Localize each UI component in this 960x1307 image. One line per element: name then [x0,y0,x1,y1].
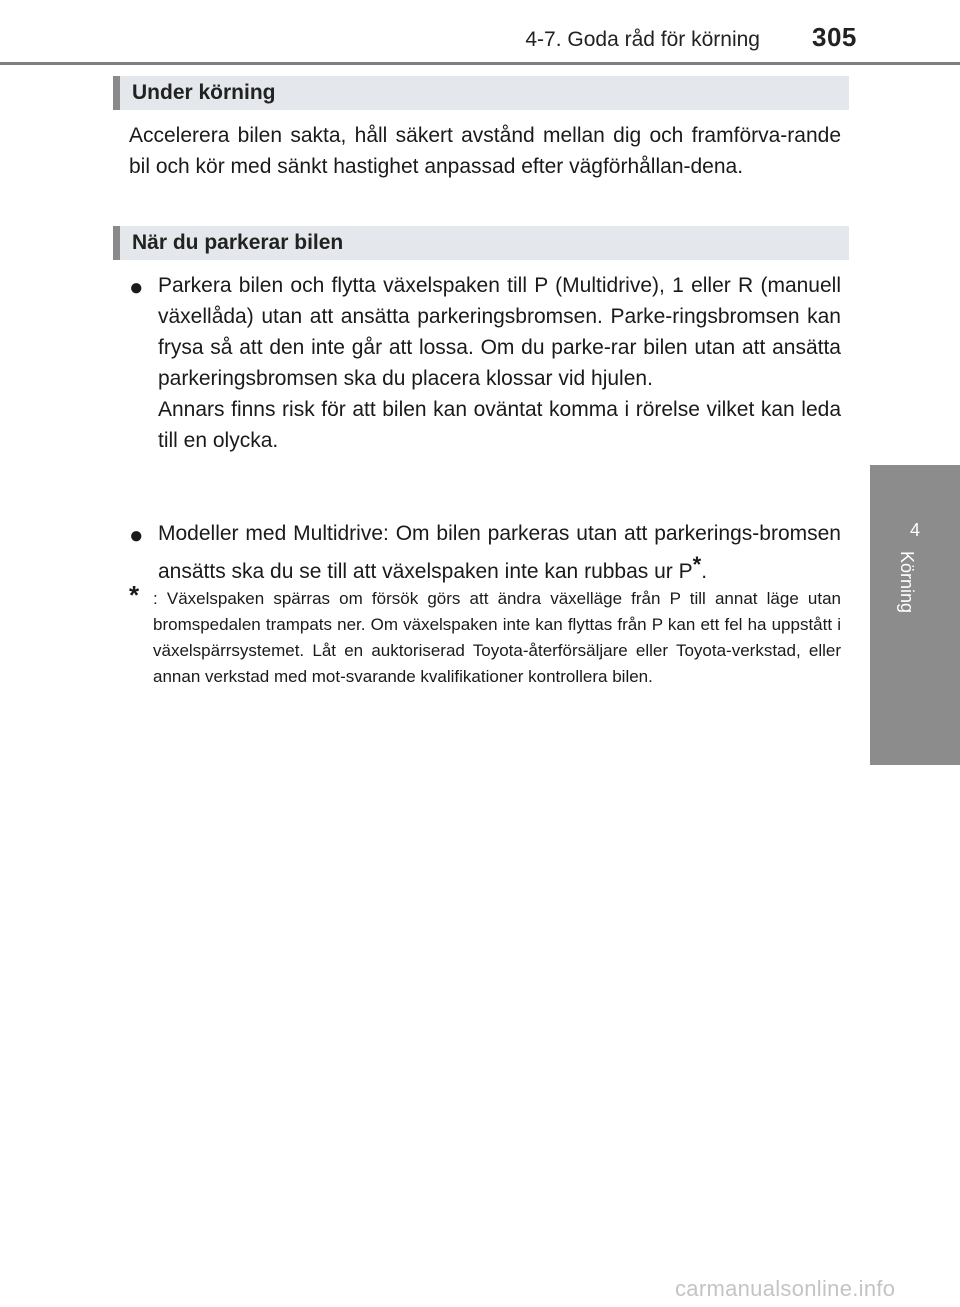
section-heading-parkerar-bilen: När du parkerar bilen [113,226,849,260]
page-number: 305 [812,22,857,52]
header-rule [0,62,960,65]
footnote [129,580,841,690]
side-tab-label: Körning [897,551,917,614]
bullet-icon: ● [129,274,144,301]
chapter-side-tab [870,465,960,765]
watermark: carmanualsonline.info [675,1276,896,1301]
section-heading-under-korning: Under körning [113,76,849,110]
list-item [129,270,841,456]
bullet-text: Parkera bilen och flytta växelspaken till P (Multidrive), 1 eller R (manuell växellåda) utan att ansätta parkeringsbromsen. Parke-ringsbromsen kan frysa så att den inte går att lossa. Om du parke-rar bilen utan att ansätta parkeringsbromsen ska du placera klossar vid hjulen. [158,274,841,390]
list-item [129,518,841,587]
footnote-text: : Växelspaken spärras om försök görs att ändra växelläge från P till annat läge utan bromspedalen trampats ner. Om växelspaken inte kan flyttas från P kan ett fel ha uppstått i växelspärrsystemet. Låt en auktoriserad Toyota-återförsäljare eller Toyota-verkstad, eller annan verkstad med mot-svarande kvalifikationer kontrollera bilen. [153,589,841,686]
section-paragraph: Accelerera bilen sakta, håll säkert avstånd mellan dig och framförva-rande bil och kör med sänkt hastighet anpassad efter vägförhållan-dena. [129,124,841,178]
bullet-text [158,518,841,587]
asterisk-mark: * [692,552,702,577]
side-tab-number: 4 [909,520,920,540]
bullet-icon: ● [129,522,144,549]
bullet-text-end: . [701,560,708,583]
header-title: 4-7. Goda råd för körning [525,28,760,51]
bullet-extra-text: Annars finns risk för att bilen kan oväntat komma i rörelse vilket kan leda till en olycka. [158,398,841,452]
footnote-mark: * [129,580,140,610]
bullet-text-body: Modeller med Multidrive: Om bilen parkeras utan att parkerings-bromsen ansätts ska du se till att växelspaken inte kan rubbas ur P [158,522,841,583]
